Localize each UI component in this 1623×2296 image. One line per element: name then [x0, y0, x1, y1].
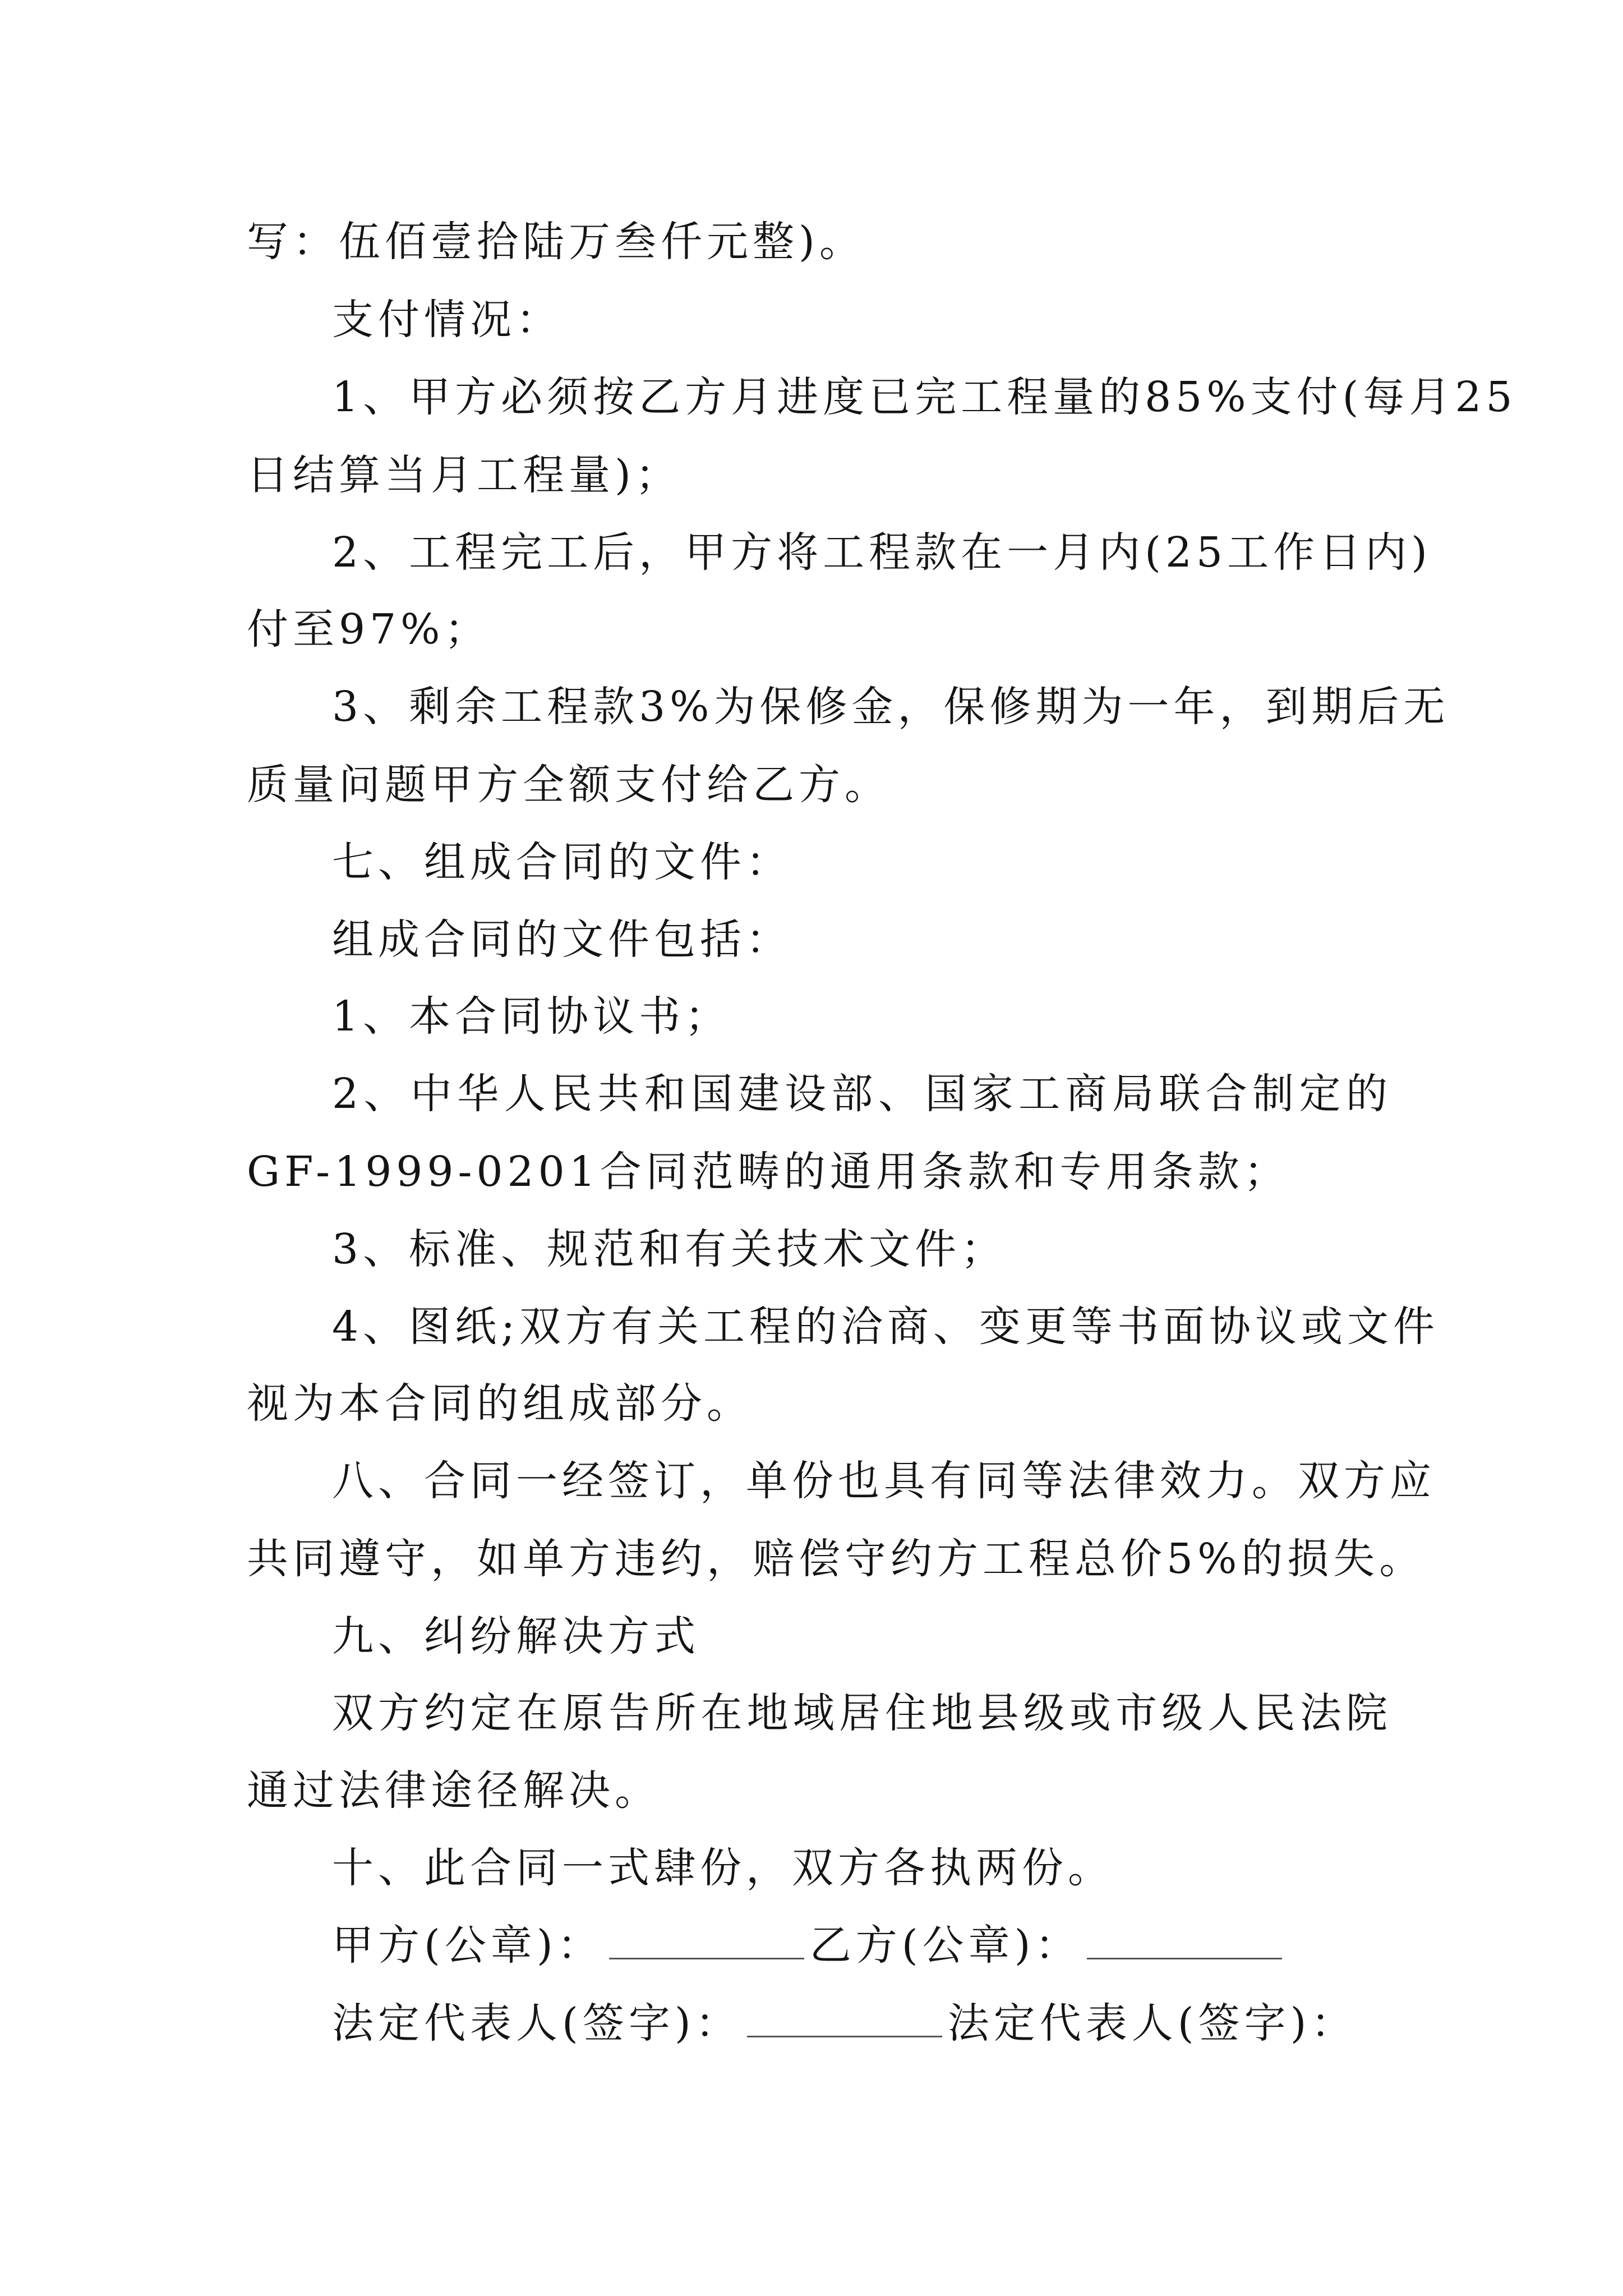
list-item: 1、本合同协议书；: [332, 992, 731, 1041]
text-line: 共同遵守，如单方违约，赔偿守约方工程总价5%的损失。: [247, 1535, 1426, 1583]
list-item: 2、中华人民共和国建设部、国家工商局联合制定的: [332, 1070, 1392, 1118]
text-line: 组成合同的文件包括：: [332, 915, 792, 964]
section-heading: 九、纠纷解决方式: [332, 1612, 700, 1660]
text-line: 付至97%；: [247, 605, 491, 654]
text-line: 支付情况：: [332, 296, 562, 344]
text-line: 日结算当月工程量)；: [247, 451, 681, 499]
party-b-seal-label: 乙方(公章)：: [809, 1921, 1081, 1970]
list-item: 3、标准、规范和有关技术文件；: [332, 1225, 1007, 1273]
text-line: 双方约定在原告所在地域居住地县级或市级人民法院: [332, 1689, 1392, 1737]
text-line: 写：伍佰壹拾陆万叁仟元整)。: [247, 218, 865, 266]
text-line: 2、工程完工后，甲方将工程款在一月内(25工作日内): [332, 528, 1432, 577]
party-a-seal-blank: [609, 1953, 804, 1959]
text-line: 通过法律途径解决。: [247, 1766, 661, 1815]
section-heading: 十、此合同一式肆份，双方各执两份。: [332, 1844, 1114, 1892]
party-a-rep-label: 法定代表人(签字)：: [332, 1999, 741, 2047]
representative-signature-row: [332, 1992, 1392, 2055]
text-line: 3、剩余工程款3%为保修金，保修期为一年，到期后无: [332, 683, 1450, 731]
section-heading: 七、组成合同的文件：: [332, 838, 792, 886]
party-a-seal-label: 甲方(公章)：: [332, 1921, 603, 1970]
list-item: 4、图纸;双方有关工程的洽商、变更等书面协议或文件: [332, 1303, 1440, 1351]
text-line: 质量问题甲方全额支付给乙方。: [247, 761, 891, 809]
party-b-rep-label: 法定代表人(签字)：: [947, 1999, 1357, 2047]
text-line: GF-1999-0201合同范畴的通用条款和专用条款；: [247, 1148, 1290, 1196]
section-heading: 八、合同一经签订，单份也具有同等法律效力。双方应: [332, 1457, 1436, 1505]
party-b-seal-blank: [1087, 1953, 1282, 1959]
text-line: 视为本合同的组成部分。: [247, 1379, 753, 1428]
seal-signature-row: [332, 1914, 1392, 1977]
party-a-rep-blank: [747, 2031, 942, 2037]
text-line: 1、甲方必须按乙方月进度已完工程量的85%支付(每月25: [332, 373, 1517, 421]
